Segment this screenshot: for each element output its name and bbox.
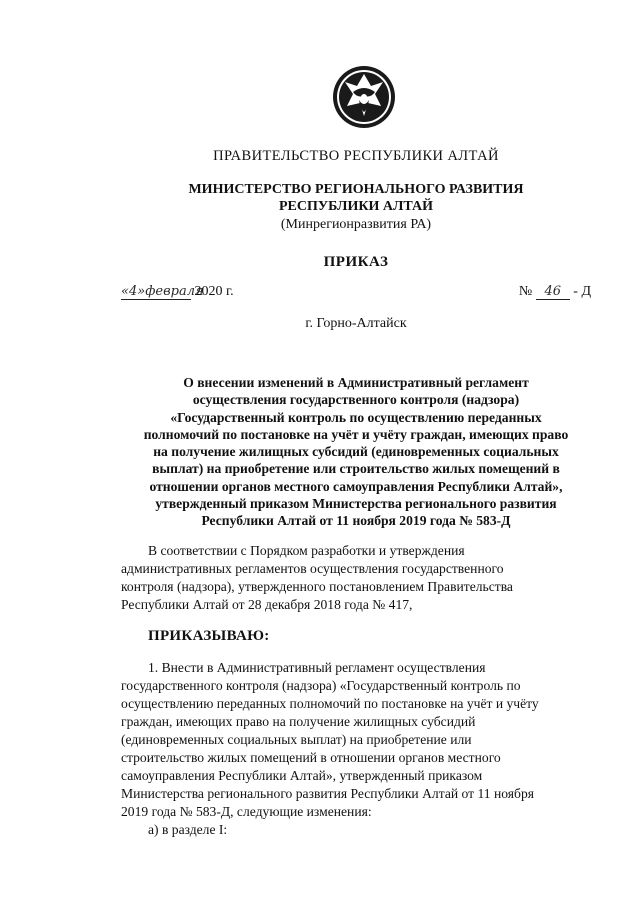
date-day: 4 xyxy=(128,284,138,299)
ministry-name-line1: МИНИСТЕРСТВО РЕГИОНАЛЬНОГО РАЗВИТИЯ xyxy=(188,182,524,197)
title-line: отношении органов местного самоуправления Республики Алтай», xyxy=(149,478,563,494)
document-type: ПРИКАЗ xyxy=(323,254,389,270)
preamble-line: В соответствии с Порядком разработки и утверждения xyxy=(148,543,465,558)
item1-line: государственного контроля (надзора) «Государственный контроль по xyxy=(121,678,521,693)
title-line: утвержденный приказом Министерства регионального развития xyxy=(155,496,557,512)
title-line: полномочий по постановке на учёт и учёту граждан, имеющих право xyxy=(143,426,569,442)
title-line: на получение жилищных субсидий (единовременных социальных xyxy=(153,444,559,460)
date-close-quote: » xyxy=(137,284,146,299)
item1-line: самоуправления Республики Алтай», утвержденный приказом xyxy=(121,768,483,783)
title-line: О внесении изменений в Административный регламент xyxy=(183,375,529,390)
title-line: осуществления государственного контроля (надзора) xyxy=(192,392,520,408)
item1-line: Министерства регионального развития Республики Алтай от 11 ноября xyxy=(121,786,534,801)
date xyxy=(121,284,234,299)
government-name: ПРАВИТЕЛЬСТВО РЕСПУБЛИКИ АЛТАЙ xyxy=(213,148,499,164)
date-and-number-line xyxy=(121,284,591,304)
item1-line: 2019 года № 583-Д, следующие изменения: xyxy=(121,804,372,819)
number-label: № xyxy=(518,284,533,299)
city: г. Горно-Алтайск xyxy=(305,316,407,331)
ministry-name-line2: РЕСПУБЛИКИ АЛТАЙ xyxy=(278,199,434,214)
item1-line: (единовременных социальных выплат) на приобретение или xyxy=(121,732,472,747)
preamble-line: административных регламентов осуществления государственного xyxy=(121,561,504,576)
item1-line: осуществлению переданных полномочий по постановке на учёт и учёту xyxy=(121,696,539,711)
preamble-line: контроля (надзора), утвержденного постановлением Правительства xyxy=(121,579,513,594)
number-value: 46 xyxy=(536,285,570,300)
title-line: Республики Алтай от 11 ноября 2019 года № 583-Д xyxy=(201,513,511,529)
title-line: «Государственный контроль по осуществлению переданных xyxy=(170,409,542,425)
date-month: февраля xyxy=(145,284,204,299)
item1-subitem-a: а) в разделе I: xyxy=(148,822,228,837)
ministry-short-name: (Минрегионразвития РА) xyxy=(280,217,432,232)
number-suffix: - Д xyxy=(573,284,591,299)
item1-line: граждан, имеющих право на получение жилищных субсидий xyxy=(121,714,476,729)
order-title xyxy=(121,374,591,530)
coat-of-arms-emblem xyxy=(331,64,397,130)
item1-line: 1. Внести в Административный регламент осуществления xyxy=(148,660,486,675)
order-word: ПРИКАЗЫВАЮ: xyxy=(148,628,270,644)
date-year: 2020 г. xyxy=(194,284,234,299)
title-line: выплат) на приобретение или строительство жилых помещений в xyxy=(152,461,560,477)
item1-line: строительство жилых помещений в отношении органов местного xyxy=(121,750,501,765)
date-open-quote: « xyxy=(121,284,129,299)
preamble-line: Республики Алтай от 28 декабря 2018 года № 417, xyxy=(121,597,413,612)
document-number xyxy=(519,284,591,300)
